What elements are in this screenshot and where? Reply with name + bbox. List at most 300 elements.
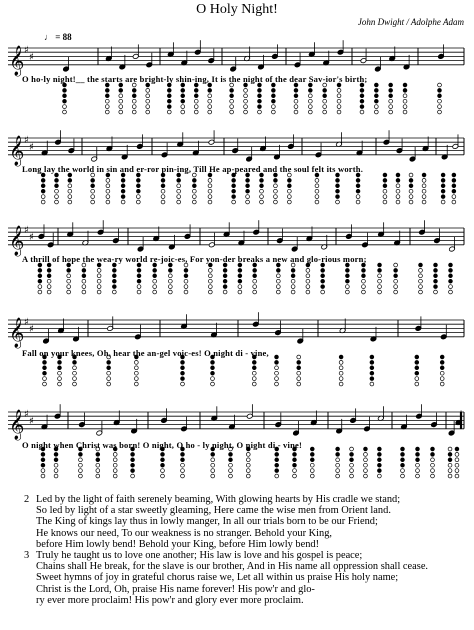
tin-whistle-hole <box>132 105 136 109</box>
tin-whistle-hole <box>422 195 426 199</box>
tin-whistle-hole <box>275 458 279 462</box>
sharp-icon: ♯ <box>29 323 34 335</box>
tin-whistle-hole <box>97 285 101 289</box>
tin-whistle-hole <box>315 195 319 199</box>
tin-whistle-hole <box>297 371 301 375</box>
tin-whistle-hole <box>294 110 298 114</box>
tin-whistle-hole <box>211 453 215 457</box>
tin-whistle-hole <box>438 99 442 103</box>
tin-whistle-hole <box>438 105 442 109</box>
tin-whistle-hole <box>229 463 233 467</box>
tin-whistle-hole <box>308 99 312 103</box>
tin-whistle-hole <box>55 195 59 199</box>
tin-whistle-hole <box>105 94 109 98</box>
tin-whistle-hole <box>168 285 172 289</box>
tin-whistle-hole <box>194 94 198 98</box>
tin-whistle-hole <box>223 279 227 283</box>
verses-block <box>24 494 469 606</box>
tin-whistle-hole <box>211 361 215 365</box>
tin-whistle-hole <box>394 269 398 273</box>
tin-whistle-hole <box>360 105 364 109</box>
tin-whistle-hole <box>161 184 165 188</box>
tin-whistle-hole <box>230 110 234 114</box>
tin-whistle-hole <box>119 110 123 114</box>
tin-whistle-hole <box>377 458 381 462</box>
tin-whistle-hole <box>106 200 110 204</box>
tin-whistle-hole <box>416 463 420 467</box>
tin-whistle-hole <box>112 269 116 273</box>
tin-whistle-hole <box>416 453 420 457</box>
tin-whistle-hole <box>276 279 280 283</box>
tin-whistle-hole <box>238 279 242 283</box>
tin-whistle-hole <box>134 371 138 375</box>
tin-whistle-hole <box>438 110 442 114</box>
tin-whistle-hole <box>401 463 405 467</box>
tin-whistle-hole <box>276 274 280 278</box>
tin-whistle-hole <box>230 105 234 109</box>
tin-whistle-hole <box>177 184 181 188</box>
tin-whistle-hole <box>246 200 250 204</box>
tin-whistle-hole <box>43 361 47 365</box>
tin-whistle-hole <box>274 200 278 204</box>
tin-whistle-hole <box>112 290 116 294</box>
tin-whistle-hole <box>356 200 360 204</box>
tin-whistle-hole <box>131 458 135 462</box>
tin-whistle-hole <box>383 195 387 199</box>
tin-whistle-hole <box>229 458 233 462</box>
tin-whistle-hole <box>419 290 423 294</box>
tin-whistle-hole <box>161 474 165 478</box>
tin-whistle-hole <box>315 179 319 183</box>
tin-whistle-hole <box>441 184 445 188</box>
tin-whistle-hole <box>68 195 72 199</box>
tin-whistle-hole <box>208 200 212 204</box>
tin-whistle-hole <box>223 285 227 289</box>
tin-whistle-hole <box>181 453 185 457</box>
tin-whistle-hole <box>96 469 100 473</box>
tin-whistle-hole <box>54 469 58 473</box>
tin-whistle-hole <box>374 94 378 98</box>
tin-whistle-hole <box>336 458 340 462</box>
tin-whistle-hole <box>401 474 405 478</box>
tin-whistle-hole <box>396 200 400 204</box>
tin-whistle-hole <box>137 290 141 294</box>
tin-whistle-hole <box>119 89 123 93</box>
tin-whistle-hole <box>54 458 58 462</box>
lyric-line: O ho-ly night!__ the starts are bright-ly shin-ing, It is the night of the dear Sav-ior's birth; <box>22 74 368 84</box>
tin-whistle-hole <box>177 200 181 204</box>
tin-whistle-hole <box>246 184 250 188</box>
tin-whistle-hole <box>345 274 349 278</box>
tin-whistle-hole <box>455 458 459 462</box>
tin-whistle-hole <box>146 105 150 109</box>
tin-whistle-hole <box>345 279 349 283</box>
tin-whistle-hole <box>136 195 140 199</box>
tin-whistle-hole <box>68 184 72 188</box>
verse-line: Led by the light of faith serenely beaming, With glowing hearts by His cradle we stand; <box>36 494 401 505</box>
tin-whistle-hole <box>181 361 185 365</box>
tin-whistle-hole <box>105 110 109 114</box>
tin-whistle-hole <box>246 453 250 457</box>
tin-whistle-hole <box>253 285 257 289</box>
tin-whistle-hole <box>287 179 291 183</box>
tin-whistle-hole <box>229 474 233 478</box>
tin-whistle-hole <box>146 94 150 98</box>
tin-whistle-hole <box>364 453 368 457</box>
tin-whistle-hole <box>306 269 310 273</box>
tin-whistle-hole <box>181 366 185 370</box>
tin-whistle-hole <box>323 110 327 114</box>
tin-whistle-hole <box>396 179 400 183</box>
tin-whistle-hole <box>134 382 138 386</box>
tin-whistle-hole <box>232 189 236 193</box>
tin-whistle-hole <box>58 377 62 381</box>
tempo-marking: ♩ = 88 <box>44 32 72 42</box>
tin-whistle-hole <box>356 189 360 193</box>
tin-whistle-hole <box>54 474 58 478</box>
tin-whistle-hole <box>287 195 291 199</box>
tin-whistle-hole <box>449 274 453 278</box>
tin-whistle-hole <box>275 453 279 457</box>
tin-whistle-hole <box>378 285 382 289</box>
tin-whistle-hole <box>82 290 86 294</box>
tin-whistle-hole <box>434 269 438 273</box>
tin-whistle-hole <box>41 463 45 467</box>
tin-whistle-hole <box>339 371 343 375</box>
tin-whistle-hole <box>113 453 117 457</box>
sharp-icon: ♯ <box>24 45 29 57</box>
tin-whistle-hole <box>229 453 233 457</box>
tin-whistle-hole <box>297 366 301 370</box>
tin-whistle-hole <box>310 458 314 462</box>
treble-clef-icon: 𝄞 <box>9 135 25 166</box>
tin-whistle-hole <box>246 463 250 467</box>
tin-whistle-hole <box>394 274 398 278</box>
tin-whistle-hole <box>274 179 278 183</box>
tin-whistle-hole <box>136 179 140 183</box>
tin-whistle-hole <box>63 94 67 98</box>
tin-whistle-hole <box>291 290 295 294</box>
tin-whistle-hole <box>323 89 327 93</box>
tin-whistle-hole <box>121 179 125 183</box>
tin-whistle-hole <box>339 377 343 381</box>
tin-whistle-hole <box>419 285 423 289</box>
tin-whistle-hole <box>96 453 100 457</box>
tin-whistle-hole <box>168 274 172 278</box>
tin-whistle-hole <box>315 184 319 188</box>
tin-whistle-hole <box>107 361 111 365</box>
tin-whistle-hole <box>106 184 110 188</box>
tin-whistle-hole <box>223 290 227 294</box>
tin-whistle-hole <box>105 89 109 93</box>
tin-whistle-hole <box>146 110 150 114</box>
tin-whistle-hole <box>181 463 185 467</box>
tin-whistle-hole <box>167 89 171 93</box>
tin-whistle-hole <box>238 285 242 289</box>
tin-whistle-hole <box>54 463 58 467</box>
tin-whistle-hole <box>431 463 435 467</box>
tin-whistle-hole <box>370 366 374 370</box>
tin-whistle-hole <box>208 290 212 294</box>
verse-line: So led by light of a star sweetly gleaming, Here came the wise men from Orient land. <box>36 505 391 517</box>
tin-whistle-hole <box>113 469 117 473</box>
tin-whistle-hole <box>47 269 51 273</box>
tin-whistle-hole <box>91 184 95 188</box>
tin-whistle-hole <box>275 361 279 365</box>
tin-whistle-hole <box>47 274 51 278</box>
tin-whistle-hole <box>434 279 438 283</box>
tin-whistle-hole <box>67 279 71 283</box>
verse-3 <box>24 550 469 606</box>
tin-whistle-hole <box>91 189 95 193</box>
tin-whistle-hole <box>452 200 456 204</box>
tin-whistle-hole <box>47 279 51 283</box>
tin-whistle-hole <box>121 200 125 204</box>
tin-whistle-hole <box>350 458 354 462</box>
music-system-4 <box>0 312 474 407</box>
tin-whistle-hole <box>246 469 250 473</box>
tin-whistle-hole <box>310 469 314 473</box>
tin-whistle-hole <box>293 469 297 473</box>
tin-whistle-hole <box>401 469 405 473</box>
tin-whistle-hole <box>431 474 435 478</box>
tin-whistle-hole <box>211 463 215 467</box>
tin-whistle-hole <box>350 469 354 473</box>
tin-whistle-hole <box>208 99 212 103</box>
tin-whistle-hole <box>321 285 325 289</box>
tin-whistle-hole <box>181 469 185 473</box>
tin-whistle-hole <box>258 89 262 93</box>
tin-whistle-hole <box>364 469 368 473</box>
tin-whistle-hole <box>403 99 407 103</box>
tin-whistle-hole <box>374 105 378 109</box>
tin-whistle-hole <box>449 290 453 294</box>
tin-whistle-hole <box>177 189 181 193</box>
tin-whistle-hole <box>97 279 101 283</box>
tin-whistle-hole <box>105 99 109 103</box>
tin-whistle-hole <box>275 366 279 370</box>
tin-whistle-hole <box>113 463 117 467</box>
tin-whistle-hole <box>79 463 83 467</box>
tin-whistle-hole <box>244 105 248 109</box>
tin-whistle-hole <box>47 285 51 289</box>
tin-whistle-hole <box>184 290 188 294</box>
tin-whistle-hole <box>271 110 275 114</box>
tin-whistle-hole <box>434 274 438 278</box>
tin-whistle-hole <box>82 269 86 273</box>
tin-whistle-hole <box>168 269 172 273</box>
tin-whistle-hole <box>177 195 181 199</box>
tin-whistle-hole <box>350 463 354 467</box>
tin-whistle-hole <box>422 189 426 193</box>
tin-whistle-hole <box>232 195 236 199</box>
tin-whistle-hole <box>131 474 135 478</box>
tin-whistle-hole <box>252 361 256 365</box>
tin-whistle-hole <box>409 189 413 193</box>
tin-whistle-hole <box>419 269 423 273</box>
tin-whistle-hole <box>208 195 212 199</box>
tin-whistle-hole <box>137 274 141 278</box>
tin-whistle-hole <box>58 366 62 370</box>
tin-whistle-hole <box>230 94 234 98</box>
tin-whistle-hole <box>211 382 215 386</box>
tin-whistle-hole <box>161 463 165 467</box>
lyric-line: Long lay the world in sin and er-ror pin-ing, Till He ap-peared and the soul felt its worth. <box>22 164 364 174</box>
tin-whistle-hole <box>208 89 212 93</box>
tin-whistle-hole <box>41 474 45 478</box>
tin-whistle-hole <box>403 105 407 109</box>
tin-whistle-hole <box>321 274 325 278</box>
tin-whistle-hole <box>422 184 426 188</box>
tin-whistle-hole <box>258 110 262 114</box>
tin-whistle-hole <box>360 99 364 103</box>
tin-whistle-hole <box>401 453 405 457</box>
tin-whistle-hole <box>68 189 72 193</box>
tin-whistle-hole <box>293 453 297 457</box>
tin-whistle-hole <box>194 89 198 93</box>
tin-whistle-hole <box>107 377 111 381</box>
tin-whistle-hole <box>161 453 165 457</box>
tin-whistle-hole <box>356 184 360 188</box>
tin-whistle-hole <box>275 463 279 467</box>
tin-whistle-hole <box>67 290 71 294</box>
tin-whistle-hole <box>291 279 295 283</box>
tin-whistle-hole <box>161 179 165 183</box>
tin-whistle-hole <box>431 453 435 457</box>
tin-whistle-hole <box>370 371 374 375</box>
tin-whistle-hole <box>113 458 117 462</box>
composer-credit: John Dwight / Adolphe Adam <box>357 17 464 27</box>
tin-whistle-hole <box>38 290 42 294</box>
tin-whistle-hole <box>364 463 368 467</box>
tin-whistle-hole <box>211 371 215 375</box>
tin-whistle-hole <box>211 474 215 478</box>
tin-whistle-hole <box>294 94 298 98</box>
sharp-icon: ♯ <box>29 415 34 427</box>
tin-whistle-hole <box>260 195 264 199</box>
tin-whistle-hole <box>67 274 71 278</box>
tin-whistle-hole <box>184 285 188 289</box>
treble-clef-icon: 𝄞 <box>9 225 25 256</box>
tin-whistle-hole <box>55 179 59 183</box>
tin-whistle-hole <box>321 290 325 294</box>
tin-whistle-hole <box>82 274 86 278</box>
lyric-line: O night when Christ was born! O night, O ho - ly night, O night di - vine! <box>22 440 302 450</box>
tin-whistle-hole <box>107 366 111 370</box>
tin-whistle-hole <box>96 474 100 478</box>
tin-whistle-hole <box>339 361 343 365</box>
tin-whistle-hole <box>97 269 101 273</box>
tin-whistle-hole <box>396 195 400 199</box>
tin-whistle-hole <box>97 274 101 278</box>
tin-whistle-hole <box>364 458 368 462</box>
tin-whistle-hole <box>260 184 264 188</box>
tin-whistle-hole <box>223 269 227 273</box>
sharp-icon: ♯ <box>24 225 29 237</box>
tin-whistle-hole <box>181 474 185 478</box>
tin-whistle-hole <box>208 285 212 289</box>
tin-whistle-hole <box>362 269 366 273</box>
tin-whistle-hole <box>275 377 279 381</box>
tin-whistle-hole <box>58 361 62 365</box>
tin-whistle-hole <box>323 94 327 98</box>
tin-whistle-hole <box>291 285 295 289</box>
tin-whistle-hole <box>260 200 264 204</box>
tin-whistle-hole <box>238 274 242 278</box>
tin-whistle-hole <box>336 474 340 478</box>
tin-whistle-hole <box>192 189 196 193</box>
tin-whistle-hole <box>41 184 45 188</box>
tin-whistle-hole <box>181 377 185 381</box>
tin-whistle-hole <box>360 89 364 93</box>
tin-whistle-hole <box>113 474 117 478</box>
tin-whistle-hole <box>377 474 381 478</box>
tin-whistle-hole <box>415 361 419 365</box>
tin-whistle-hole <box>253 274 257 278</box>
tin-whistle-hole <box>370 377 374 381</box>
tin-whistle-hole <box>419 279 423 283</box>
treble-clef-icon: 𝄞 <box>9 317 25 348</box>
tin-whistle-hole <box>260 179 264 183</box>
tin-whistle-hole <box>167 99 171 103</box>
tin-whistle-hole <box>134 361 138 365</box>
tin-whistle-hole <box>416 474 420 478</box>
tin-whistle-hole <box>383 184 387 188</box>
tin-whistle-hole <box>383 189 387 193</box>
tin-whistle-hole <box>106 179 110 183</box>
tin-whistle-hole <box>54 453 58 457</box>
tin-whistle-hole <box>455 463 459 467</box>
tin-whistle-hole <box>181 105 185 109</box>
tin-whistle-hole <box>378 269 382 273</box>
tin-whistle-hole <box>119 94 123 98</box>
tin-whistle-hole <box>55 189 59 193</box>
tin-whistle-hole <box>315 200 319 204</box>
tin-whistle-hole <box>67 269 71 273</box>
tin-whistle-hole <box>409 200 413 204</box>
tin-whistle-hole <box>252 377 256 381</box>
tin-whistle-hole <box>43 371 47 375</box>
tin-whistle-hole <box>448 474 452 478</box>
tin-whistle-hole <box>415 377 419 381</box>
tin-whistle-hole <box>181 99 185 103</box>
tin-whistle-hole <box>337 110 341 114</box>
tin-whistle-hole <box>41 189 45 193</box>
tin-whistle-hole <box>389 99 393 103</box>
tin-whistle-hole <box>434 285 438 289</box>
tin-whistle-hole <box>415 371 419 375</box>
tin-whistle-hole <box>440 377 444 381</box>
tin-whistle-hole <box>356 195 360 199</box>
tin-whistle-hole <box>43 366 47 370</box>
tin-whistle-hole <box>146 99 150 103</box>
tin-whistle-hole <box>434 290 438 294</box>
tin-whistle-hole <box>415 382 419 386</box>
tin-whistle-hole <box>223 274 227 278</box>
lyric-line: Fall on your knees, Oh, hear the an-gel voic-es! O night di - vine, <box>22 348 269 358</box>
tin-whistle-hole <box>208 269 212 273</box>
tin-whistle-hole <box>96 458 100 462</box>
tin-whistle-hole <box>184 269 188 273</box>
tin-whistle-hole <box>294 105 298 109</box>
tin-whistle-hole <box>360 110 364 114</box>
tin-whistle-hole <box>132 94 136 98</box>
tin-whistle-hole <box>146 89 150 93</box>
tin-whistle-hole <box>97 290 101 294</box>
tin-whistle-hole <box>401 458 405 462</box>
tin-whistle-hole <box>181 382 185 386</box>
tin-whistle-hole <box>137 269 141 273</box>
